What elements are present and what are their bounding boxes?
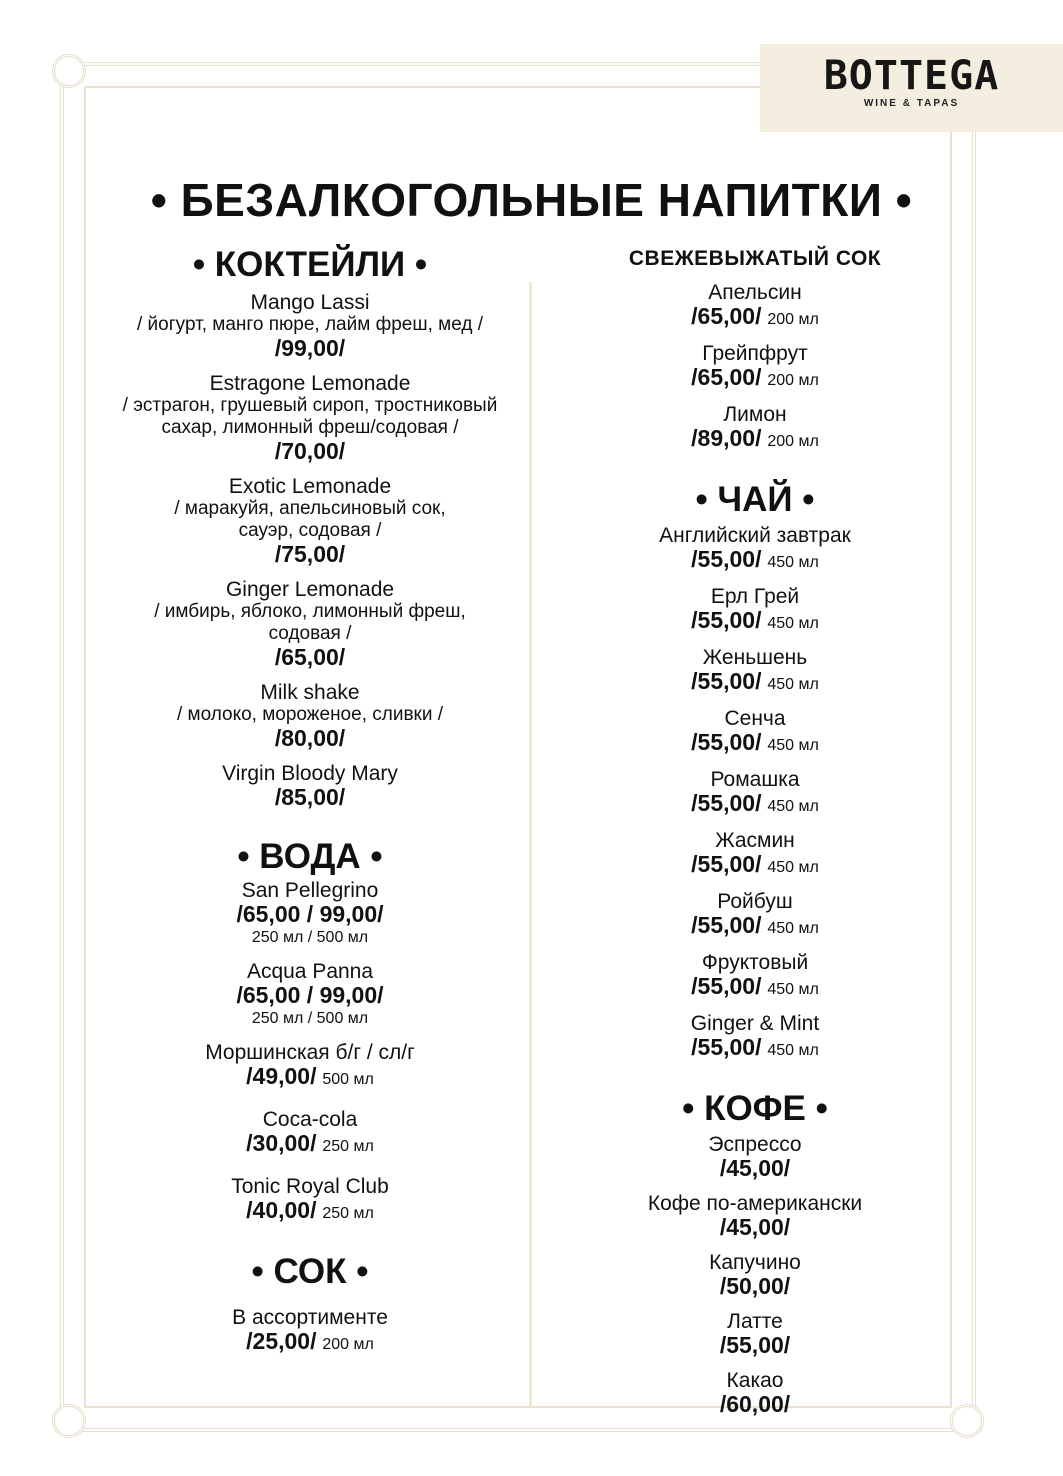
item-price: /70,00/ — [274, 438, 346, 464]
menu-item — [535, 1013, 975, 1062]
menu-item — [535, 830, 975, 879]
logo-main-text: BOTTEGA — [823, 53, 1000, 99]
item-price: /30,00/ — [246, 1130, 317, 1156]
menu-item — [90, 1109, 530, 1158]
item-price: /55,00/ — [691, 546, 762, 572]
item-volume: 500 мл — [322, 1071, 374, 1088]
menu-item — [90, 373, 530, 464]
item-description: / эстрагон, грушевый сироп, тростниковый — [122, 395, 498, 416]
menu-item — [535, 1252, 975, 1299]
item-price: /85,00/ — [274, 784, 346, 810]
item-name: Ромашка — [710, 768, 800, 791]
item-name: Какао — [726, 1369, 784, 1392]
item-volume: 450 мл — [767, 981, 819, 998]
menu-item — [90, 579, 530, 670]
item-volume: 250 мл / 500 мл — [251, 1010, 369, 1027]
item-name: Ginger Lemonade — [225, 578, 395, 601]
item-volume: 450 мл — [767, 676, 819, 693]
section-title-cocktails: • КОКТЕЙЛИ • — [192, 245, 428, 284]
item-price: /60,00/ — [719, 1391, 791, 1417]
page-title: • БЕЗАЛКОГОЛЬНЫЕ НАПИТКИ • — [150, 174, 913, 226]
item-description: сахар, лимонный фреш/содовая / — [161, 417, 459, 438]
item-price: /49,00/ — [246, 1063, 317, 1089]
menu-item — [535, 343, 975, 392]
menu-item — [535, 1311, 975, 1358]
item-name: Капучино — [709, 1251, 801, 1274]
item-name: Латте — [727, 1310, 783, 1333]
item-price: /55,00/ — [691, 973, 762, 999]
item-price: /55,00/ — [691, 1034, 762, 1060]
item-description: содовая / — [268, 623, 352, 644]
menu-item — [535, 769, 975, 818]
menu-item — [535, 1193, 975, 1240]
menu-item — [535, 1370, 975, 1417]
item-name: Ройбуш — [717, 890, 793, 913]
item-name: San Pellegrino — [241, 879, 379, 902]
menu-item — [90, 1307, 530, 1356]
item-name: В ассортименте — [232, 1306, 388, 1329]
menu-item — [535, 647, 975, 696]
item-name: Апельсин — [708, 281, 802, 304]
item-name: Coca-cola — [262, 1108, 358, 1131]
item-name: Milk shake — [260, 681, 360, 704]
item-price: /25,00/ — [246, 1328, 317, 1354]
item-name: Кофе по-американски — [647, 1192, 863, 1215]
item-price: /45,00/ — [719, 1214, 791, 1240]
menu-item — [90, 292, 530, 361]
item-description: / имбирь, яблоко, лимонный фреш, — [154, 601, 466, 622]
item-name: Женьшень — [702, 646, 808, 669]
item-name: Mango Lassi — [250, 291, 370, 314]
menu-item — [535, 708, 975, 757]
menu-item — [535, 404, 975, 453]
item-volume: 450 мл — [767, 798, 819, 815]
menu-item — [90, 763, 530, 810]
item-name: Эспрессо — [708, 1133, 802, 1156]
corner-ornament-icon — [52, 54, 86, 88]
item-volume: 450 мл — [767, 615, 819, 632]
item-name: Грейпфрут — [702, 342, 808, 365]
item-name: Моршинская б/г / сл/г — [205, 1041, 415, 1064]
item-description: / маракуйя, апельсиновый сок, — [174, 498, 446, 519]
item-price: /55,00/ — [691, 729, 762, 755]
corner-ornament-icon — [52, 1404, 86, 1438]
section-title-water: • ВОДА • — [237, 837, 383, 876]
item-price: /45,00/ — [719, 1155, 791, 1181]
section-title-tea: • ЧАЙ • — [695, 480, 815, 519]
item-volume: 200 мл — [322, 1336, 374, 1353]
item-price: /65,00 / 99,00/ — [236, 901, 384, 927]
item-price: /55,00/ — [691, 668, 762, 694]
item-price: /89,00/ — [691, 425, 762, 451]
item-volume: 450 мл — [767, 1042, 819, 1059]
item-description: сауэр, содовая / — [238, 520, 382, 541]
right-column — [535, 244, 975, 1417]
item-price: /80,00/ — [274, 725, 346, 751]
item-volume: 200 мл — [767, 433, 819, 450]
item-name: Фруктовый — [701, 951, 809, 974]
item-name: Жасмин — [715, 829, 795, 852]
item-volume: 250 мл — [322, 1205, 374, 1222]
menu-item — [90, 961, 530, 1030]
menu-item — [535, 586, 975, 635]
item-name: Tonic Royal Club — [231, 1175, 389, 1198]
item-price: /65,00/ — [691, 364, 762, 390]
item-price: /75,00/ — [274, 541, 346, 567]
item-volume: 250 мл / 500 мл — [251, 929, 369, 946]
item-price: /65,00/ — [691, 303, 762, 329]
section-title-coffee: • КОФЕ • — [682, 1089, 828, 1128]
item-volume: 200 мл — [767, 311, 819, 328]
menu-item — [535, 525, 975, 574]
item-price: /65,00 / 99,00/ — [236, 982, 384, 1008]
item-price: /65,00/ — [274, 644, 346, 670]
item-price: /99,00/ — [274, 335, 346, 361]
item-volume: 450 мл — [767, 737, 819, 754]
item-volume: 250 мл — [322, 1138, 374, 1155]
item-price: /55,00/ — [691, 607, 762, 633]
item-price: /50,00/ — [719, 1273, 791, 1299]
menu-item — [535, 952, 975, 1001]
menu-item — [90, 1042, 530, 1091]
item-name: Английский завтрак — [659, 524, 851, 547]
item-price: /40,00/ — [246, 1197, 317, 1223]
item-name: Лимон — [723, 403, 787, 426]
section-title-fresh-juice: СВЕЖЕВЫЖАТЫЙ СОК — [628, 247, 882, 270]
item-name: Exotic Lemonade — [228, 475, 392, 498]
bottega-logo — [760, 44, 1063, 132]
item-name: Ginger & Mint — [690, 1012, 820, 1035]
item-volume: 200 мл — [767, 372, 819, 389]
menu-item — [90, 1176, 530, 1225]
item-name: Estragone Lemonade — [209, 372, 411, 395]
item-volume: 450 мл — [767, 859, 819, 876]
item-price: /55,00/ — [691, 790, 762, 816]
item-volume: 450 мл — [767, 920, 819, 937]
logo-sub-text: WINE & TAPAS — [863, 98, 960, 109]
item-price: /55,00/ — [719, 1332, 791, 1358]
menu-item — [535, 1134, 975, 1181]
item-name: Virgin Bloody Mary — [222, 762, 398, 785]
item-name: Acqua Panna — [246, 960, 374, 983]
menu-item — [90, 476, 530, 567]
menu-item — [90, 682, 530, 751]
item-price: /55,00/ — [691, 912, 762, 938]
item-price: /55,00/ — [691, 851, 762, 877]
menu-item — [90, 880, 530, 949]
menu-item — [535, 891, 975, 940]
item-volume: 450 мл — [767, 554, 819, 571]
item-name: Ерл Грей — [710, 585, 800, 608]
item-description: / йогурт, манго пюре, лайм фреш, мед / — [137, 314, 483, 335]
section-title-juice: • СОК • — [251, 1252, 369, 1291]
menu-item — [535, 282, 975, 331]
item-name: Сенча — [724, 707, 786, 730]
item-description: / молоко, мороженое, сливки / — [176, 704, 444, 725]
left-column — [90, 244, 530, 1356]
